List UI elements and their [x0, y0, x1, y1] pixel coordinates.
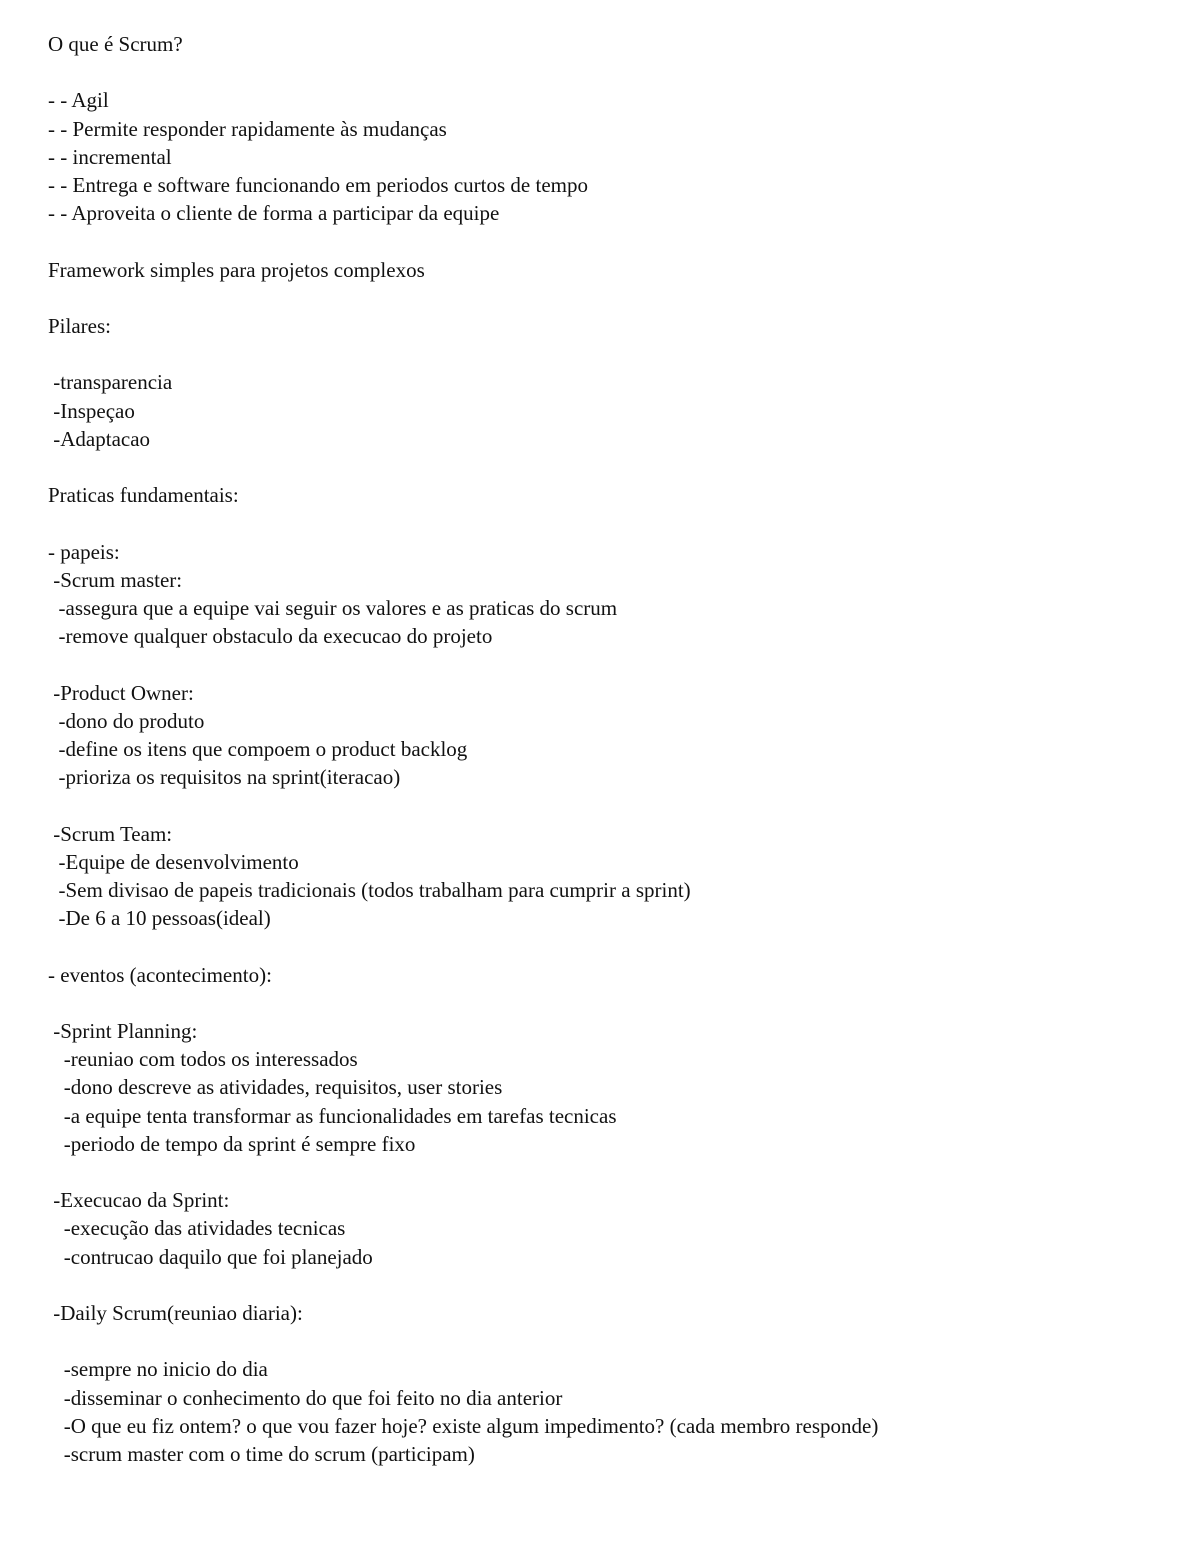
text-line: -Scrum Team: — [48, 821, 173, 846]
text-line: Framework simples para projetos complexos — [48, 257, 425, 282]
text-line: -Equipe de desenvolvimento — [48, 849, 299, 874]
blank-line — [48, 284, 1168, 312]
blank-line — [48, 1158, 1168, 1186]
text-line: -Scrum master: — [48, 567, 183, 592]
blank-line — [48, 340, 1168, 368]
blank-line — [48, 453, 1168, 481]
text-line: - - Aproveita o cliente de forma a participar da equipe — [48, 201, 500, 226]
text-line: -sempre no inicio do dia — [48, 1357, 268, 1382]
text-line: -disseminar o conhecimento do que foi feito no dia anterior — [48, 1385, 563, 1410]
text-line: -prioriza os requisitos na sprint(iteracao) — [48, 765, 401, 790]
blank-line — [48, 509, 1168, 537]
text-line: O que é Scrum? — [48, 32, 183, 56]
text-line: -periodo de tempo da sprint é sempre fixo — [48, 1131, 416, 1156]
text-line: -Product Owner: — [48, 680, 194, 705]
text-line: - - incremental — [48, 144, 172, 169]
text-line: -execução das atividades tecnicas — [48, 1216, 346, 1241]
text-line: -dono do produto — [48, 708, 205, 733]
text-line: Pilares: — [48, 313, 111, 338]
blank-line — [48, 1271, 1168, 1299]
text-line: -transparencia — [48, 370, 173, 395]
blank-line — [48, 58, 1168, 86]
text-line: -contrucao daquilo que foi planejado — [48, 1244, 373, 1269]
text-line: - - Agil — [48, 88, 109, 113]
text-line: -assegura que a equipe vai seguir os valores e as praticas do scrum — [48, 595, 618, 620]
text-line: Praticas fundamentais: — [48, 483, 239, 508]
text-line: -Adaptacao — [48, 426, 151, 451]
document-body — [48, 30, 1168, 1468]
text-line: -Inspeçao — [48, 398, 135, 423]
blank-line — [48, 227, 1168, 255]
text-line: - papeis: — [48, 539, 120, 564]
text-line: -Sem divisao de papeis tradicionais (todos trabalham para cumprir a sprint) — [48, 877, 691, 902]
text-line: - - Permite responder rapidamente às mudanças — [48, 116, 447, 141]
blank-line — [48, 650, 1168, 678]
text-line: - - Entrega e software funcionando em periodos curtos de tempo — [48, 173, 588, 197]
text-line: -Sprint Planning: — [48, 1018, 198, 1043]
text-line: -dono descreve as atividades, requisitos, user stories — [48, 1075, 503, 1100]
blank-line — [48, 791, 1168, 819]
text-line: -define os itens que compoem o product backlog — [48, 736, 468, 761]
blank-line — [48, 1327, 1168, 1355]
text-line: -reuniao com todos os interessados — [48, 1047, 358, 1072]
text-line: - eventos (acontecimento): — [48, 962, 272, 987]
text-line: -O que eu fiz ontem? o que vou fazer hoje? existe algum impedimento? (cada membro responde) — [48, 1413, 879, 1438]
text-line: -Execucao da Sprint: — [48, 1188, 230, 1213]
text-line: -De 6 a 10 pessoas(ideal) — [48, 906, 271, 931]
blank-line — [48, 989, 1168, 1017]
text-line: -Daily Scrum(reuniao diaria): — [48, 1300, 303, 1325]
text-line: -scrum master com o time do scrum (participam) — [48, 1441, 475, 1466]
text-line: -a equipe tenta transformar as funcionalidades em tarefas tecnicas — [48, 1103, 617, 1128]
text-line: -remove qualquer obstaculo da execucao do projeto — [48, 624, 493, 649]
blank-line — [48, 932, 1168, 960]
